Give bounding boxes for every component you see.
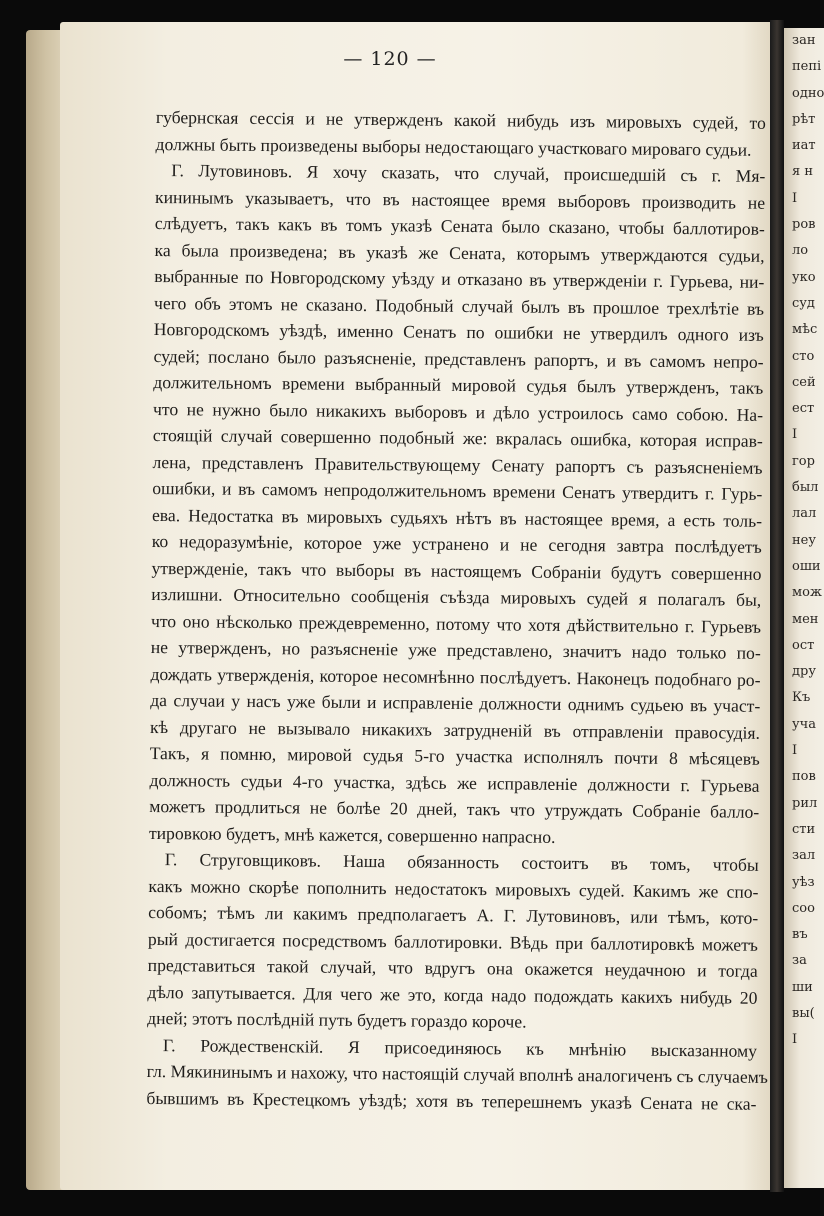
facing-page-fragment: сти <box>792 821 816 837</box>
text-line: слѣдуетъ, такъ какъ въ томъ указѣ Сената было сказано, чтобы баллотиров- <box>154 212 765 239</box>
text-line: утвержденіе, такъ что выборы въ настоящемъ Собраніи будутъ совершенно <box>151 557 762 584</box>
facing-page-fragment: был <box>792 480 819 496</box>
facing-page-fragment: одно <box>792 85 824 101</box>
text-line: дѣло запутывается. Для чего же это, когда надо подождать какихъ нибудь 20 <box>147 981 758 1008</box>
facing-page-fragment: ост <box>792 637 815 653</box>
text-line: что оно нѣсколько преждевременно, потому что хотя дѣйствительно г. Гурьевъ <box>150 610 762 637</box>
facing-page-fragment: мож <box>792 585 822 601</box>
text-line: излишни. Относительно сообщенія съѣзда мировыхъ судей я полагалъ бы, <box>151 583 762 610</box>
text-line: представиться такой случай, что вдругъ она окажется неудачною и тогда <box>147 954 758 981</box>
text-line: тировкою будетъ, мнѣ кажется, совершенно напрасно. <box>148 822 556 847</box>
text-line: не утвержденъ, но разъясненіе уже представлено, значитъ надо только по- <box>150 636 761 663</box>
facing-page-fragment: суд <box>792 295 815 311</box>
text-line: должительномъ времени выбранный мировой судья былъ утвержденъ, такъ <box>153 371 764 398</box>
facing-page-fragment: въ <box>792 927 808 943</box>
text-line: Новгородскомъ уѣздѣ, именно Сенатъ по ошибки не утвердилъ одного изъ <box>153 318 764 345</box>
facing-page-fragment: оши <box>792 558 821 574</box>
text-line: ка была произведена; въ указѣ же Сената, которымъ утверждаются судьи, <box>154 239 765 266</box>
text-line: да случаи у насъ уже были и исправленіе должности однимъ судьею въ участ- <box>150 689 761 716</box>
facing-page-edge <box>784 28 824 1188</box>
facing-page-fragment: І <box>792 1032 798 1048</box>
text-line: ко недоразумѣніе, которое уже устранено и не сегодня завтра послѣдуетъ <box>151 530 762 557</box>
facing-page-fragment: уѣз <box>792 874 815 890</box>
facing-page-fragment: пепі <box>792 59 822 75</box>
text-line: можетъ продлиться не болѣе 20 дней, такъ что утруждать Собраніе балло- <box>149 795 760 822</box>
text-line: дней; этотъ послѣдній путь будетъ гораздо короче. <box>147 1007 527 1032</box>
text-line: Г. Струговщиковъ. Наша обязанность состоитъ въ томъ, чтобы <box>164 849 759 875</box>
text-line: что не нужно было никакихъ выборовъ и дѣло устроилось само собою. На- <box>152 398 764 425</box>
text-line: гл. Мякининымъ и нахожу, что настоящій случай вполнѣ аналогиченъ съ случаемъ <box>146 1060 769 1087</box>
facing-page-fragment: І <box>792 190 798 206</box>
text-line: лена, представленъ Правительствующему Сенату рапортъ съ разъясненіемъ <box>152 451 763 478</box>
facing-page-fragment: coo <box>792 900 815 916</box>
text-line: дождать утвержденія, которое несомнѣнно послѣдуетъ. Наконецъ подобнаго ро- <box>150 663 761 690</box>
text-line: собомъ; тѣмъ ли какимъ предполагаетъ А. Г. Лутовиновъ, или тѣмъ, кото- <box>148 901 759 928</box>
facing-page-fragment: ест <box>792 401 815 417</box>
text-line: чего объ этомъ не сказано. Подобный случай былъ въ прошлое трехлѣтіе въ <box>153 292 765 319</box>
facing-page-fragment: рѣт <box>792 111 816 127</box>
text-line: кѣ другаго не вызывало никакихъ затрудненій въ отправленіи правосудія. <box>149 716 761 743</box>
body-text <box>146 104 769 1117</box>
text-line: Такъ, я помню, мировой судья 5-го участка исполнялъ почти 8 мѣсяцевъ <box>149 742 760 769</box>
facing-page-fragment: Къ <box>792 690 811 706</box>
facing-page-fragment: неу <box>792 532 817 548</box>
facing-page-fragment: я н <box>792 164 813 180</box>
text-line: ошибки, и въ самомъ непродолжительномъ времени Сенатъ утвердитъ г. Гурь- <box>152 477 763 504</box>
facing-page-fragment: І <box>792 743 798 759</box>
facing-page-fragment: зан <box>792 33 816 48</box>
text-line: выбранные по Новгородскому уѣзду и отказано въ утвержденіи г. Гурьева, ни- <box>154 265 765 292</box>
facing-page-fragment: сто <box>792 348 815 364</box>
text-line: должны быть произведены выборы недостающаго участковаго мироваго судьи. <box>155 133 752 160</box>
text-line: Г. Рождественскій. Я присоединяюсь къ мнѣнію высказанному <box>162 1034 758 1061</box>
facing-page-fragment: мен <box>792 611 819 627</box>
facing-page-fragment: лал <box>792 506 817 522</box>
facing-page-fragment: зал <box>792 848 816 864</box>
text-line: ева. Недостатка въ мировыхъ судьяхъ нѣтъ въ настоящее время, а есть толь- <box>151 504 763 531</box>
facing-page-fragment: иат <box>792 138 816 154</box>
facing-page-fragment: уча <box>792 716 816 732</box>
facing-page-fragment: ши <box>792 979 813 995</box>
text-line: должность судьи 4-го участка, здѣсь же исправленіе должности г. Гурьева <box>149 769 760 796</box>
facing-page-fragment: дру <box>792 664 816 680</box>
text-line: Г. Лутовиновъ. Я хочу сказать, что случай, происшедшій съ г. Мя- <box>171 160 766 186</box>
page-number: — 120 — <box>343 48 437 70</box>
facing-page-fragment: гор <box>792 453 815 469</box>
text-line: губернская сессія и не утвержденъ какой нибудь изъ мировыхъ судей, то <box>155 106 766 133</box>
facing-page-fragment: І <box>792 427 798 443</box>
facing-page-fragment: пов <box>792 769 816 785</box>
facing-page-fragment: ров <box>792 217 816 233</box>
facing-page-fragment: вы( <box>792 1005 815 1021</box>
text-line: стоящій случай совершенно подобный же: вкралась ошибка, которая исправ- <box>152 424 763 451</box>
facing-page-fragment: уко <box>792 269 816 285</box>
book-gutter <box>770 20 784 1192</box>
facing-page-fragment: за <box>792 953 807 969</box>
text-line: какъ можно скорѣе пополнить недостатокъ мировыхъ судей. Какимъ же спо- <box>148 875 759 902</box>
facing-page-fragment: мѣс <box>792 322 818 338</box>
facing-page-fragment: рил <box>792 795 818 811</box>
facing-page-fragment: сей <box>792 374 816 390</box>
text-line: рый достигается посредствомъ баллотировки. Вѣдь при баллотировкѣ можетъ <box>147 928 759 955</box>
text-line: бывшимъ въ Крестецкомъ уѣздѣ; хотя въ теперешнемъ указѣ Сената не ска- <box>146 1087 757 1114</box>
text-line: кининымъ указываетъ, что въ настоящее время выборовъ производить не <box>155 186 766 213</box>
facing-page-fragment: ло <box>792 243 809 259</box>
text-line: судей; послано было разъясненіе, представленъ рапортъ, и въ самомъ непро- <box>153 345 764 372</box>
